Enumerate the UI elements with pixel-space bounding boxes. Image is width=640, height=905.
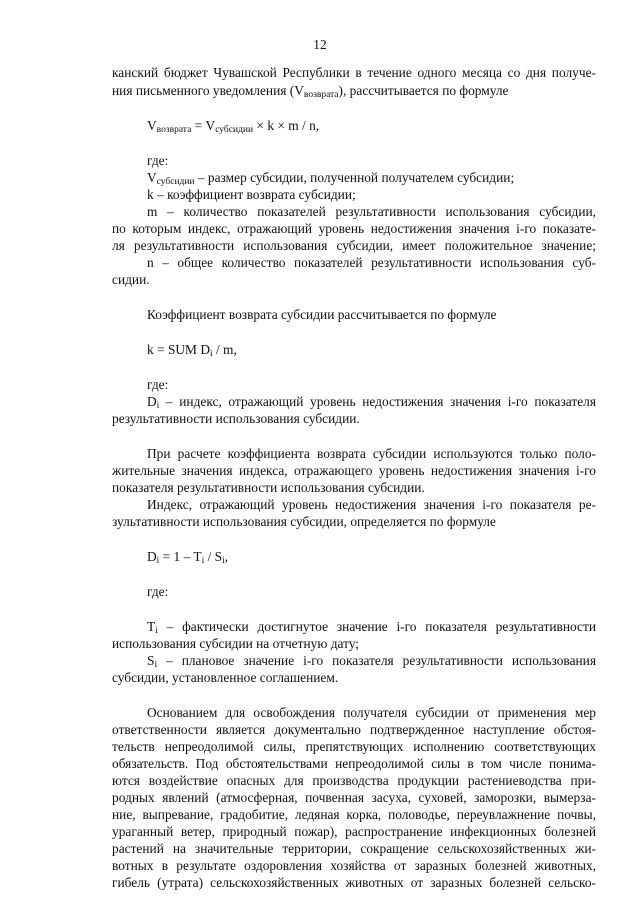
- def-d-line-2: результативности использования субсидии.: [112, 411, 360, 426]
- def-t-line-1: $T_i$ – фактически достигнутое значение i-го показателя результативности: [147, 619, 596, 636]
- formula-return-volume: $V_{возврата} = V_{субсидии} \times k \times m / n$,: [147, 118, 320, 135]
- basis-line-2: ответственности является документально подтвержденное наступление обстоя-: [112, 722, 596, 737]
- basis-line-4: обязательств. Под обстоятельствами непреодолимой силы в том числе понима-: [112, 756, 596, 771]
- page-number: 12: [313, 37, 327, 52]
- calc-line-3: показателя результативности использования субсидии.: [112, 480, 425, 495]
- basis-line-9: растений на значительные территории, сокращение сельскохозяйственных жи-: [112, 841, 596, 856]
- def-m-line-2: по которым индекс, отражающий уровень недостижения значения i-го показате-: [112, 221, 596, 236]
- basis-line-11: гибель (утрата) сельскохозяйственных животных от заразных болезней сельско-: [112, 875, 596, 890]
- intro-line-2: ния письменного уведомления $(V_{возврата})$, рассчитывается по формуле: [112, 83, 509, 100]
- def-t-line-2: использования субсидии на отчетную дату;: [112, 636, 360, 651]
- basis-line-6: родных явлений (атмосферная, почвенная засуха, суховей, заморозки, вымерза-: [112, 790, 596, 805]
- basis-line-10: вотных в результате оздоровления хозяйства от заразных болезней животных,: [112, 858, 596, 873]
- def-n-line-2: сидии.: [112, 272, 150, 287]
- def-k: k – коэффициент возврата субсидии;: [147, 187, 356, 202]
- def-v-subsidy: $V_{субсидии}$ – размер субсидии, полученной получателем субсидии;: [147, 170, 515, 187]
- intro-line-1: канский бюджет Чувашской Республики в течение одного месяца со дня получе-: [112, 65, 596, 80]
- def-m-line-3: ля результативности использования субсидии, имеет положительное значение;: [112, 238, 596, 253]
- basis-line-1: Основанием для освобождения получателя субсидии от применения мер: [147, 705, 596, 720]
- def-m-line-1: m – количество показателей результативности использования субсидии,: [147, 204, 596, 219]
- calc-line-2: жительные значения индекса, отражающего уровень недостижения значения i-го: [112, 463, 596, 478]
- where-label-3: где:: [147, 584, 169, 599]
- formula-coefficient: k = SUM $D_i$ / m,: [147, 342, 237, 359]
- def-s-line-2: субсидии, установленное соглашением.: [112, 670, 339, 685]
- index-line-1: Индекс, отражающий уровень недостижения значения i-го показателя ре-: [147, 497, 596, 512]
- basis-line-3: тельств непреодолимой силы, препятствующих исполнению соответствующих: [112, 739, 596, 754]
- index-line-2: зультативности использования субсидии, определяется по формуле: [112, 514, 496, 529]
- basis-line-8: ураганный ветер, природный пожар), распространение инфекционных болезней: [112, 824, 596, 839]
- def-d-line-1: $D_i$ – индекс, отражающий уровень недостижения значения i-го показателя: [147, 394, 596, 411]
- def-n-line-1: n – общее количество показателей результативности использования суб-: [147, 255, 596, 270]
- basis-line-5: ются воздействие опасных для производства продукции растениеводства при-: [112, 773, 596, 788]
- coef-intro: Коэффициент возврата субсидии рассчитывается по формуле: [147, 307, 497, 322]
- formula-index: $D_i = 1 - T_i / S_i$,: [147, 549, 229, 566]
- basis-line-7: ние, выпревание, градобитие, ледяная корка, половодье, переувлажнение почвы,: [112, 807, 596, 822]
- calc-line-1: При расчете коэффициента возврата субсидии используются только поло-: [147, 446, 596, 461]
- def-s-line-1: $S_i$ – плановое значение i-го показателя результативности использования: [147, 653, 596, 670]
- where-label-1: где:: [147, 153, 169, 168]
- where-label-2: где:: [147, 377, 169, 392]
